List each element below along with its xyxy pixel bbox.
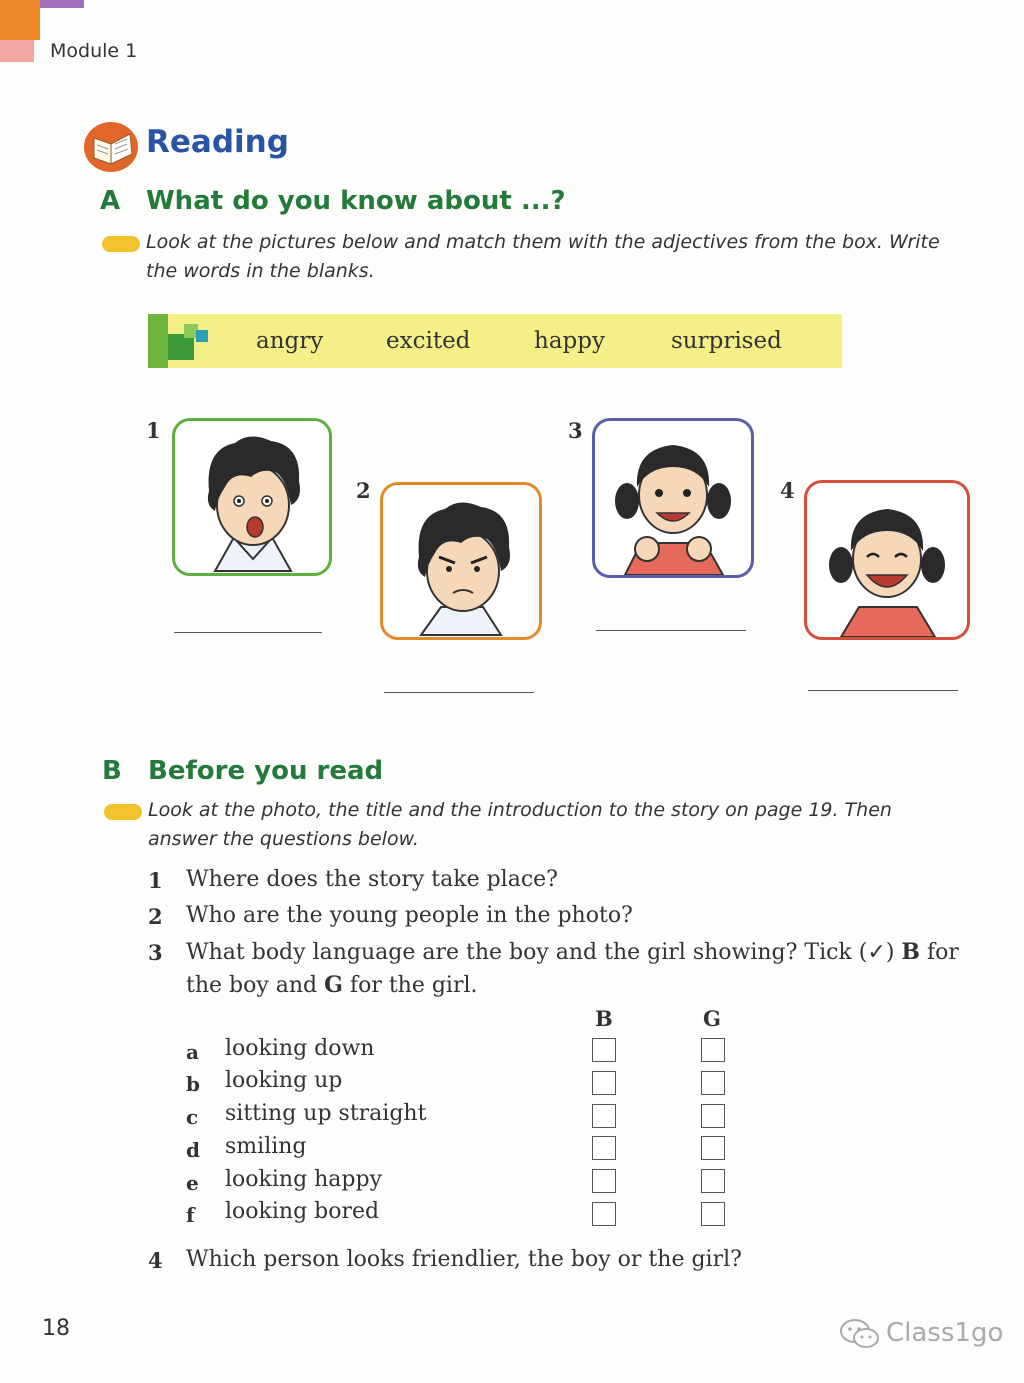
option-letter: c — [186, 1105, 199, 1129]
answer-blank-4[interactable] — [808, 690, 958, 691]
option-text: looking down — [225, 1036, 375, 1061]
section-b-letter: B — [102, 756, 122, 786]
question-text: Who are the young people in the photo? — [186, 903, 633, 928]
section-b-instruction — [148, 796, 998, 854]
picture-happy-girl — [804, 480, 970, 640]
instruction-marker — [102, 236, 140, 252]
answer-blank-2[interactable] — [384, 692, 534, 693]
option-letter: a — [186, 1040, 199, 1064]
checkbox-boy[interactable] — [592, 1136, 616, 1160]
checkbox-boy[interactable] — [592, 1071, 616, 1095]
checkbox-boy[interactable] — [592, 1038, 616, 1062]
page-number: 18 — [42, 1316, 70, 1341]
wechat-icon — [838, 1316, 882, 1352]
question-number: 3 — [148, 940, 163, 965]
option-text: smiling — [225, 1134, 307, 1159]
checkbox-boy[interactable] — [592, 1104, 616, 1128]
word-surprised: surprised — [671, 328, 782, 354]
option-letter: d — [186, 1138, 200, 1162]
column-header-girl: G — [703, 1006, 721, 1031]
section-a-letter: A — [100, 186, 121, 216]
module-label: Module 1 — [50, 40, 138, 62]
column-header-boy: B — [595, 1006, 613, 1031]
option-letter: b — [186, 1072, 200, 1096]
boy-face-illustration — [175, 421, 329, 573]
checkbox-girl[interactable] — [701, 1104, 725, 1128]
corner-decoration — [0, 0, 40, 40]
option-text: sitting up straight — [225, 1101, 427, 1126]
picture-number: 1 — [146, 418, 161, 443]
checkbox-girl[interactable] — [701, 1071, 725, 1095]
checkbox-boy[interactable] — [592, 1202, 616, 1226]
word-happy: happy — [534, 328, 605, 354]
instruction-marker — [104, 804, 142, 820]
instruction-line: answer the questions below. — [148, 828, 419, 850]
word-box-decoration — [148, 314, 168, 368]
question-text — [186, 936, 996, 1002]
question-number: 1 — [148, 868, 163, 893]
option-text: looking bored — [225, 1199, 380, 1224]
picture-number: 3 — [568, 418, 583, 443]
checkbox-girl[interactable] — [701, 1202, 725, 1226]
section-a-title: What do you know about ...? — [146, 186, 566, 216]
reading-title: Reading — [146, 124, 289, 160]
checkbox-girl[interactable] — [701, 1136, 725, 1160]
instruction-line: Look at the pictures below and match them with the adjectives from the box. Write — [146, 231, 940, 253]
tick-mark: ✓ — [867, 940, 886, 965]
question-number: 4 — [148, 1248, 163, 1273]
girl-face-illustration — [595, 421, 751, 575]
picture-excited-girl — [592, 418, 754, 578]
corner-decoration-strip — [40, 0, 84, 8]
picture-angry-boy — [380, 482, 542, 640]
word-angry: angry — [256, 328, 324, 354]
boy-face-illustration — [383, 485, 539, 637]
watermark: Class1go — [886, 1318, 1004, 1348]
option-letter: f — [186, 1203, 195, 1227]
instruction-line: Look at the photo, the title and the introduction to the story on page 19. Then — [148, 799, 892, 821]
question-text: Where does the story take place? — [186, 867, 558, 892]
picture-surprised-boy — [172, 418, 332, 576]
option-text: looking up — [225, 1068, 343, 1093]
instruction-line: the words in the blanks. — [146, 260, 375, 282]
word-excited: excited — [386, 328, 471, 354]
option-letter: e — [186, 1171, 199, 1195]
corner-decoration-pink — [0, 40, 34, 62]
option-text: looking happy — [225, 1167, 383, 1192]
checkbox-boy[interactable] — [592, 1169, 616, 1193]
girl-face-illustration — [807, 483, 967, 637]
picture-number: 2 — [356, 478, 371, 503]
question-number: 2 — [148, 904, 163, 929]
answer-blank-1[interactable] — [174, 632, 322, 633]
question-text: Which person looks friendlier, the boy or the girl? — [186, 1247, 742, 1272]
picture-number: 4 — [780, 478, 795, 503]
word-box-decoration — [196, 330, 208, 342]
question-line: the boy and G for the girl. — [186, 972, 478, 998]
question-line: What body language are the boy and the girl showing? Tick (✓) B for — [186, 939, 959, 965]
checkbox-girl[interactable] — [701, 1169, 725, 1193]
section-b-title: Before you read — [148, 756, 384, 786]
answer-blank-3[interactable] — [596, 630, 746, 631]
section-a-instruction — [146, 228, 996, 286]
book-icon — [82, 120, 140, 174]
checkbox-girl[interactable] — [701, 1038, 725, 1062]
